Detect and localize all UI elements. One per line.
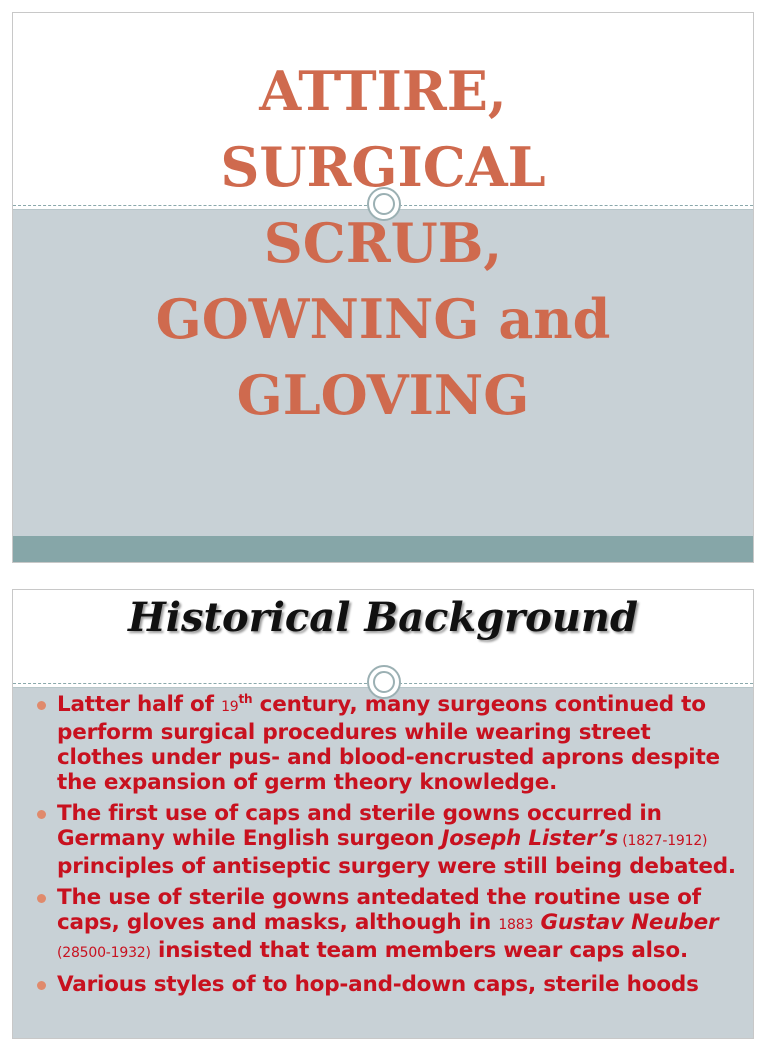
person-name: Joseph Lister’s xyxy=(441,826,619,851)
bullet-text: Latter half of xyxy=(57,692,222,717)
bullet-dot-icon xyxy=(37,894,46,903)
bullet-dot-icon xyxy=(37,810,46,819)
historical-background-slide xyxy=(12,589,754,1039)
life-years: (28500-1932) xyxy=(57,945,151,961)
title-line: GLOVING xyxy=(236,363,530,427)
title-slide xyxy=(12,12,754,563)
bullet-text: The use of sterile gowns antedated the routine use of caps, gloves and masks, although in xyxy=(57,885,701,935)
slide-footer-band xyxy=(13,536,753,562)
bullet-dot-icon xyxy=(37,701,46,710)
bullet-text: insisted that team members wear caps also. xyxy=(150,938,688,963)
title-line: GOWNING and xyxy=(155,287,611,351)
bullet-text: principles of antiseptic surgery were still being debated. xyxy=(57,854,736,879)
bullet-item xyxy=(35,692,739,795)
bullet-item xyxy=(35,972,739,997)
slide-title: Historical Background xyxy=(128,594,638,641)
slide-title xyxy=(13,53,753,433)
bullet-list xyxy=(35,692,739,1003)
year: 1883 xyxy=(498,917,534,933)
life-years: (1827-1912) xyxy=(618,833,708,849)
ordinal-suffix: th xyxy=(238,691,253,706)
bullet-item xyxy=(35,885,739,966)
person-name: Gustav Neuber xyxy=(540,910,719,935)
title-line: SCRUB, xyxy=(263,211,503,275)
bullet-text: The first use of caps and sterile gowns occurred in Germany while English surgeon xyxy=(57,801,662,851)
bullet-text: Various styles of to hop-and-down caps, sterile hoods xyxy=(57,972,699,997)
title-line: SURGICAL xyxy=(220,135,546,199)
century-number: 19 xyxy=(221,699,239,715)
bullet-dot-icon xyxy=(37,981,46,990)
bullet-item xyxy=(35,801,739,879)
title-line: ATTIRE, xyxy=(259,59,507,123)
bullet-text: century, many surgeons continued to perform surgical procedures while wearing street clothes under pus- and blood-encrusted aprons despite the expansion of germ theory knowledge. xyxy=(57,692,720,795)
